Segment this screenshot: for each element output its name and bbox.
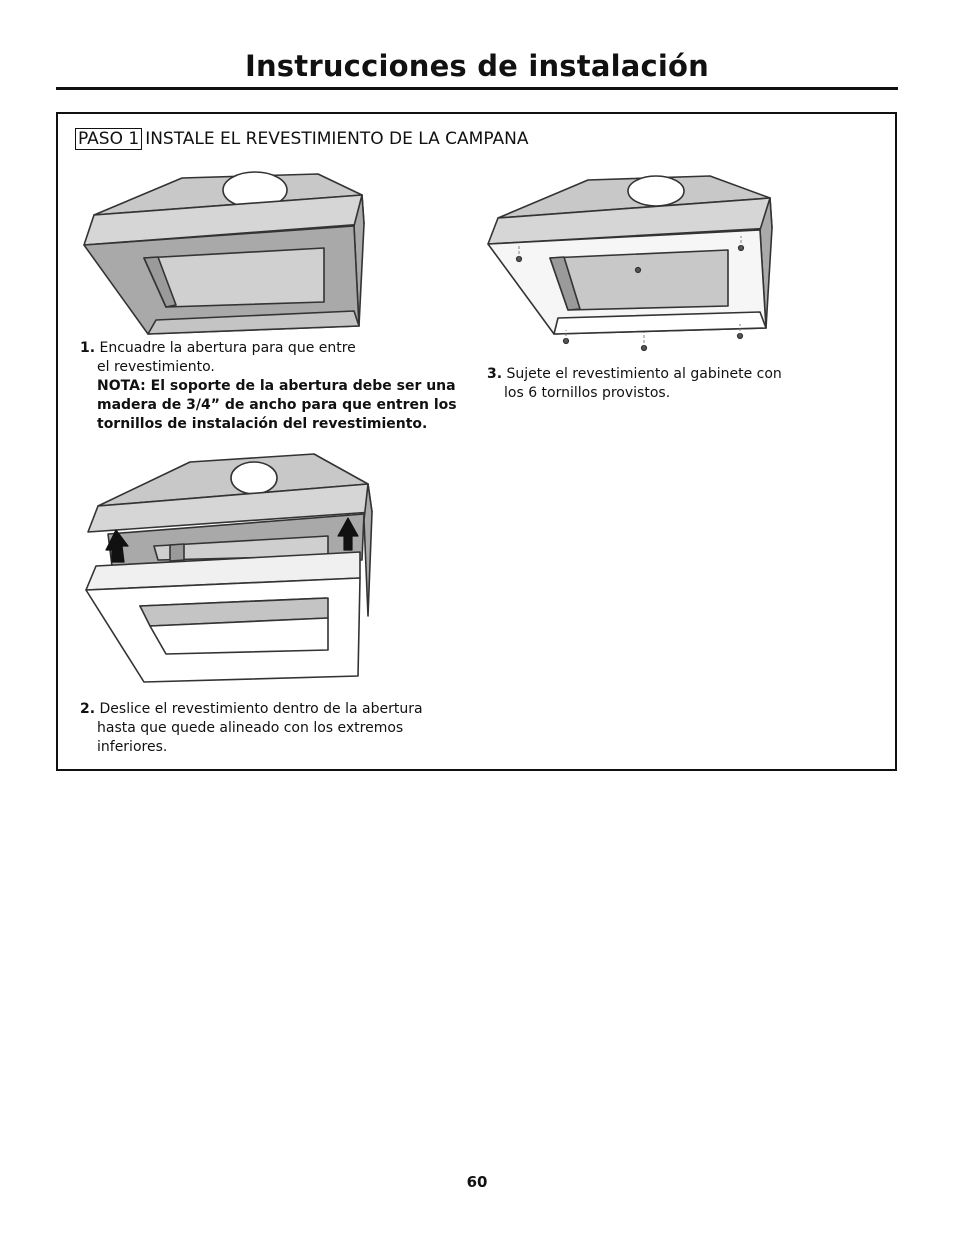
- instruction-3-line-2: los 6 tornillos provistos.: [504, 385, 671, 401]
- illustration-frame-opening: [78, 168, 370, 340]
- illustration-screw-attachment: [484, 172, 776, 360]
- instruction-1-number: 1.: [80, 340, 96, 356]
- instruction-1-note-line-2: madera de 3/4” de ancho para que entren los: [97, 397, 457, 413]
- instruction-2: [80, 700, 423, 757]
- instruction-1-note-line-1: NOTA: El soporte de la abertura debe ser una: [97, 378, 456, 394]
- title-rule: [56, 87, 898, 90]
- instruction-3: [487, 365, 782, 403]
- page-number: 60: [466, 1173, 488, 1191]
- instruction-1-line-1: Encuadre la abertura para que entre: [99, 340, 356, 356]
- instruction-3-number: 3.: [487, 366, 503, 382]
- instruction-2-number: 2.: [80, 701, 96, 717]
- step-header: [75, 128, 529, 150]
- instruction-1: [80, 339, 457, 434]
- instruction-1-line-2: el revestimiento.: [97, 359, 215, 375]
- instruction-3-line-1: Sujete el revestimiento al gabinete con: [506, 366, 782, 382]
- step-tag: PASO 1: [75, 128, 142, 150]
- instruction-2-line-1: Deslice el revestimiento dentro de la abertura: [99, 701, 423, 717]
- instruction-2-line-2: hasta que quede alineado con los extremos: [97, 720, 404, 736]
- illustration-slide-trim: [82, 450, 378, 686]
- instruction-1-note-line-3: tornillos de instalación del revestimiento.: [97, 416, 428, 432]
- step-heading: INSTALE EL REVESTIMIENTO DE LA CAMPANA: [145, 129, 529, 149]
- page-title: Instrucciones de instalación: [244, 49, 710, 83]
- instruction-2-line-3: inferiores.: [97, 739, 168, 755]
